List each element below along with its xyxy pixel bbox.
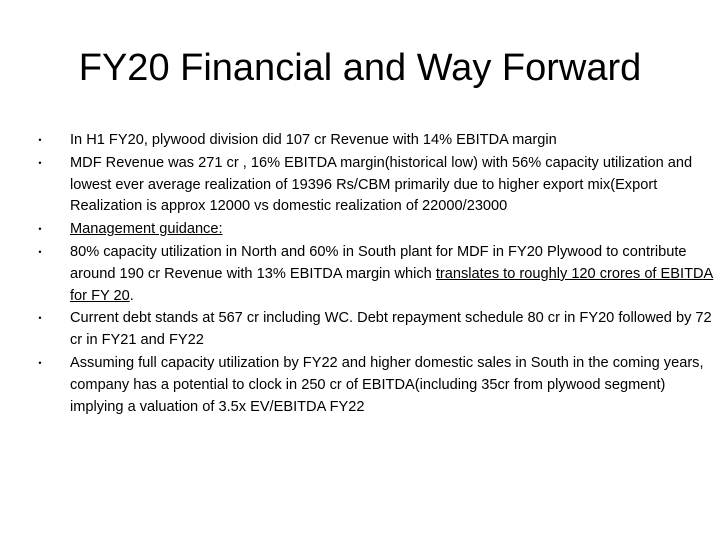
bullet-text — [70, 242, 716, 307]
bullet-dot-icon: • — [38, 357, 42, 368]
bullet-text: Assuming full capacity utilization by FY22 and higher domestic sales in South in the coming years, company has a potential to clock in 250 cr of EBITDA(including 35cr from plywood segment) implying a valuation of 3.5x EV/EBITDA FY22 — [70, 354, 704, 415]
bullet-dot-icon: • — [38, 224, 42, 235]
bullet-item-full-capacity — [36, 353, 716, 418]
bullet-dot-icon: • — [38, 135, 42, 145]
bullet-item-management-guidance — [36, 219, 716, 241]
bullet-text-underlined: translates to roughly 120 crores of EBITDA for FY 20 — [70, 265, 714, 304]
bullet-dot-icon: • — [38, 313, 42, 324]
bullet-text: In H1 FY20, plywood division did 107 cr Revenue with 14% EBITDA margin — [70, 132, 557, 148]
slide-title: FY20 Financial and Way Forward — [78, 47, 642, 89]
bullet-item-capacity-guidance — [36, 242, 716, 307]
bullet-dot-icon: • — [38, 246, 42, 257]
bullet-text-heading: Management guidance: — [70, 221, 223, 238]
bullet-list — [36, 130, 716, 419]
bullet-text-end: . — [129, 287, 134, 304]
bullet-text-plain: 80% capacity utilization in North and 60% in South plant for MDF in FY20 Plywood to contribute around 190 cr Revenue with 13% EBITDA margin which — [70, 243, 687, 282]
bullet-item-h1-plywood — [36, 130, 716, 152]
bullet-text: MDF Revenue was 271 cr , 16% EBITDA margin(historical low) with 56% capacity utilization and lowest ever average realization of 19396 Rs/CBM primarily due to higher export mix(Export Realization is approx 12000 vs domestic realization of 22000/23000 — [70, 154, 693, 215]
bullet-item-current-debt — [36, 308, 716, 352]
bullet-dot-icon: • — [38, 157, 42, 168]
bullet-item-mdf-revenue — [36, 153, 716, 218]
bullet-text: Current debt stands at 567 cr including WC. Debt repayment schedule 80 cr in FY20 followed by 72 cr in FY21 and FY22 — [70, 310, 712, 349]
